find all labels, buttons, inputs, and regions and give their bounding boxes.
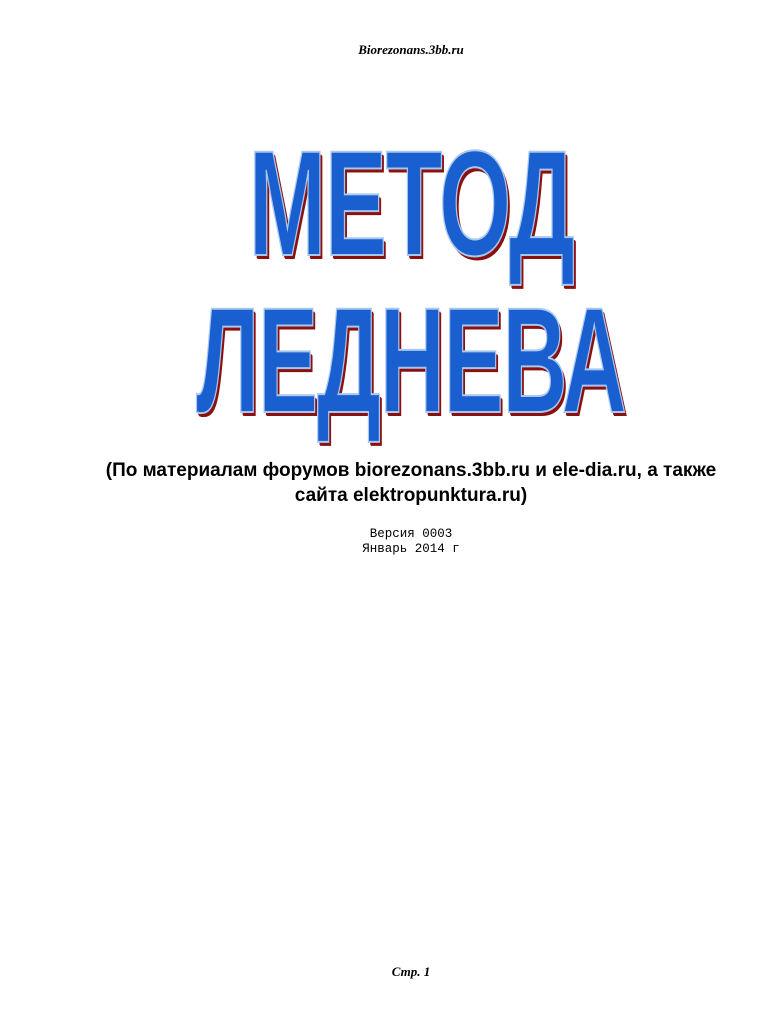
subtitle: (По материалам форумов biorezonans.3bb.ru и ele-dia.ru, а также сайта elektropunktura.ru) [105, 460, 717, 506]
page-number: Стр. 1 [391, 964, 431, 979]
title-line-1-container [0, 119, 768, 287]
title-line-1: МЕТОД [248, 119, 574, 287]
version-number: Версия 0003 [369, 527, 453, 541]
page-header: Biorezonans.3bb.ru [358, 42, 464, 57]
version-date: Январь 2014 г [362, 542, 460, 556]
version-block [0, 527, 768, 557]
title-line-2: ЛЕДНЕВА [196, 276, 626, 444]
title-line-2-container [0, 276, 768, 444]
